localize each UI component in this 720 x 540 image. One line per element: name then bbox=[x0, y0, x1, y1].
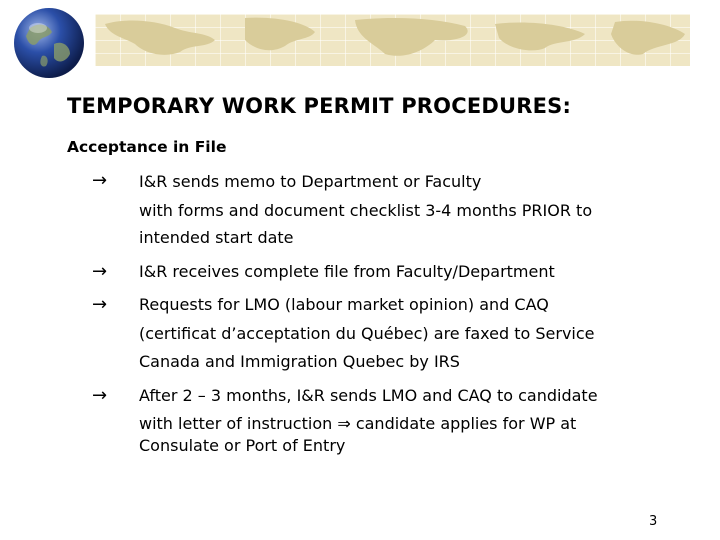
world-map-graphic bbox=[95, 14, 690, 66]
page-number: 3 bbox=[649, 514, 658, 529]
slide-title: TEMPORARY WORK PERMIT PROCEDURES: bbox=[67, 94, 572, 118]
bullet-line: Canada and Immigration Quebec by IRS bbox=[139, 352, 460, 371]
bullet-line: with forms and document checklist 3-4 months PRIOR to bbox=[139, 201, 593, 220]
right-arrow-icon: → bbox=[92, 294, 108, 315]
bullet-line: I&R receives complete file from Faculty/Department bbox=[139, 262, 555, 281]
bullet-line: After 2 – 3 months, I&R sends LMO and CAQ to candidate bbox=[139, 386, 598, 405]
bullet-line: with letter of instruction ⇒ candidate applies for WP at bbox=[139, 414, 577, 433]
slide-subtitle: Acceptance in File bbox=[67, 138, 227, 156]
right-arrow-icon: → bbox=[92, 170, 108, 191]
right-arrow-icon: → bbox=[92, 385, 108, 406]
bullet-line: (certificat d’acceptation du Québec) are faxed to Service bbox=[139, 324, 595, 343]
bullet-line: Consulate or Port of Entry bbox=[139, 436, 346, 455]
bullet-line: I&R sends memo to Department or Faculty bbox=[139, 172, 482, 191]
bullet-line: intended start date bbox=[139, 228, 294, 247]
right-arrow-icon: → bbox=[92, 261, 108, 282]
globe-logo-icon bbox=[12, 6, 86, 80]
map-banner bbox=[95, 14, 690, 66]
bullet-line: Requests for LMO (labour market opinion) and CAQ bbox=[139, 295, 549, 314]
